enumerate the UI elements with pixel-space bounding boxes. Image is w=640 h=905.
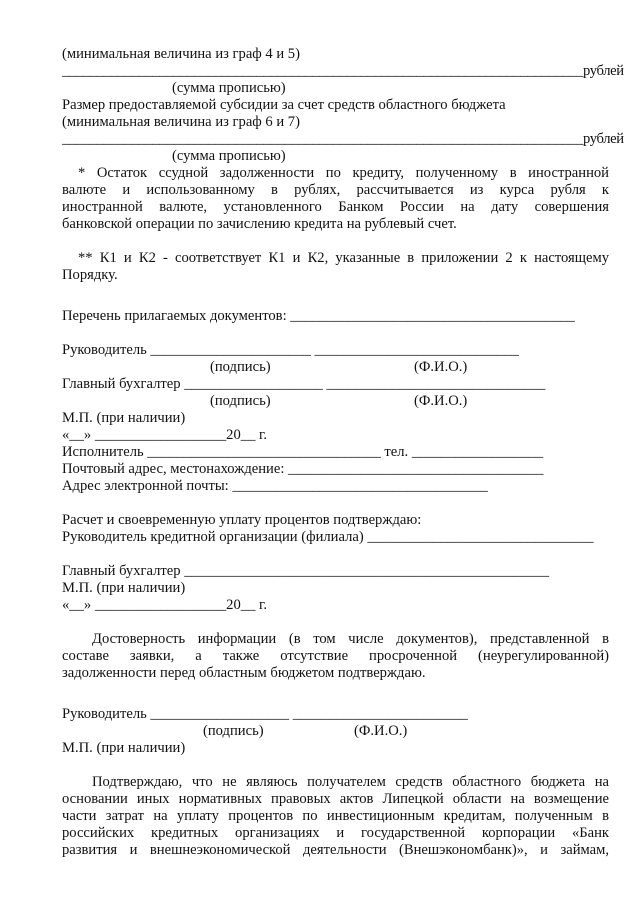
footnote-line: банковской операции по зачислению кредита на рублевый счет. xyxy=(62,216,457,232)
field-caption: (сумма прописью) xyxy=(172,148,286,164)
footnote-line: ** К1 и К2 - соответствует К1 и К2, указанные в приложении 2 к настоящему xyxy=(78,250,609,266)
date-field: «__» __________________20__ г. xyxy=(62,427,268,443)
paragraph-line: Подтверждаю, что не являюсь получателем средств областного бюджета на xyxy=(92,774,609,790)
signature-line: Руководитель ___________________ ________________________ xyxy=(62,706,468,722)
stamp-note: М.П. (при наличии) xyxy=(62,580,186,596)
paragraph-line: российских кредитных организациях и государственной корпорации «Банк xyxy=(62,825,609,841)
signature-line: Руководитель ______________________ ____________________________ xyxy=(62,342,519,358)
amount-field: ___________________________________________________________________________рублей xyxy=(62,131,624,147)
attachments-field: Перечень прилагаемых документов: _______________________________________ xyxy=(62,308,575,324)
amount-field: ___________________________________________________________________________рублей xyxy=(62,63,624,79)
footnote-line: иностранной валюте, установленного Банком России на дату совершения xyxy=(62,199,609,215)
doc-line: (минимальная величина из граф 6 и 7) xyxy=(62,114,300,130)
stamp-note: М.П. (при наличии) xyxy=(62,410,186,426)
email-field: Адрес электронной почты: ___________________________________ xyxy=(62,478,488,494)
field-caption: (подпись) xyxy=(210,393,271,409)
footnote-line: валюте и использованному в рублях, рассчитывается из курса рубля к xyxy=(62,182,609,198)
address-field: Почтовый адрес, местонахождение: ___________________________________ xyxy=(62,461,544,477)
field-caption: (Ф.И.О.) xyxy=(414,393,468,409)
field-caption: (сумма прописью) xyxy=(172,80,286,96)
field-caption: (подпись) xyxy=(203,723,264,739)
paragraph-line: развития и внешнеэкономической деятельности (Внешэкономбанк)», и займам, xyxy=(62,842,609,858)
footnote-line: Порядку. xyxy=(62,267,118,283)
field-caption: (Ф.И.О.) xyxy=(354,723,408,739)
doc-line: Расчет и своевременную уплату процентов подтверждаю: xyxy=(62,512,422,528)
paragraph-line: составе заявки, а также отсутствие просроченной (неурегулированной) xyxy=(62,648,609,664)
doc-line: (минимальная величина из граф 4 и 5) xyxy=(62,46,300,62)
executor-field: Исполнитель ________________________________ тел. __________________ xyxy=(62,444,544,460)
date-field: «__» __________________20__ г. xyxy=(62,597,268,613)
paragraph-line: части затрат на уплату процентов по инвестиционным кредитам, полученным в xyxy=(62,808,609,824)
paragraph-line: задолженности перед областным бюджетом подтверждаю. xyxy=(62,665,426,681)
signature-line: Руководитель кредитной организации (филиала) _______________________________ xyxy=(62,529,594,545)
footnote-line: * Остаток ссудной задолженности по кредиту, полученному в иностранной xyxy=(78,165,609,181)
paragraph-line: основании иных нормативных правовых актов Липецкой области на возмещение xyxy=(62,791,609,807)
field-caption: (Ф.И.О.) xyxy=(414,359,468,375)
doc-line: Размер предоставляемой субсидии за счет средств областного бюджета xyxy=(62,97,506,113)
stamp-note: М.П. (при наличии) xyxy=(62,740,186,756)
field-caption: (подпись) xyxy=(210,359,271,375)
signature-line: Главный бухгалтер ___________________ ______________________________ xyxy=(62,376,546,392)
signature-line: Главный бухгалтер __________________________________________________ xyxy=(62,563,550,579)
paragraph-line: Достоверность информации (в том числе документов), представленной в xyxy=(92,631,609,647)
